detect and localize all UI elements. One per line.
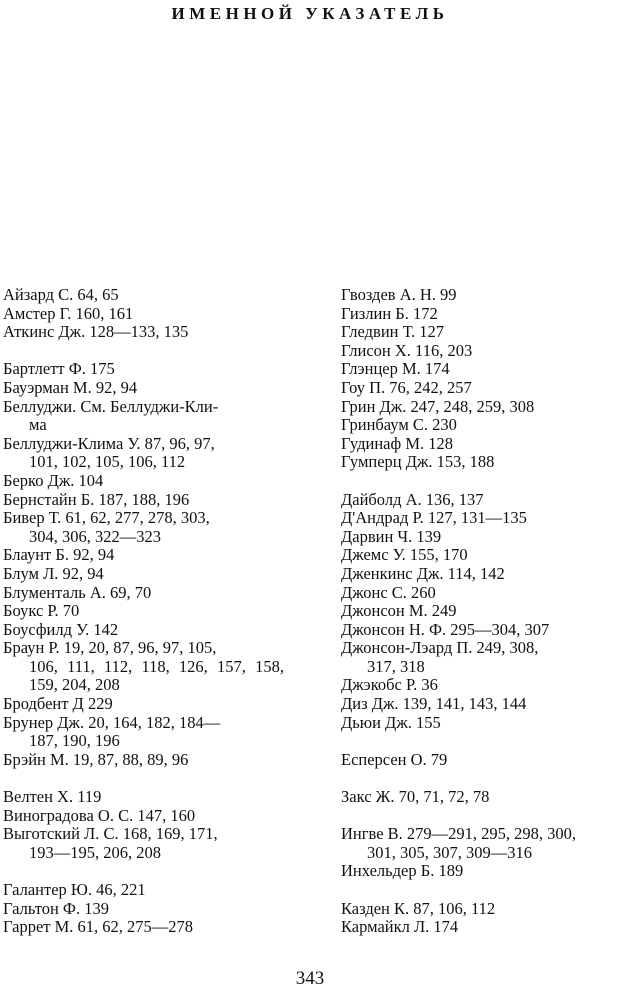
- index-entry-continuation: 317, 318: [367, 656, 425, 676]
- index-entry-text: Боукс Р. 70: [3, 601, 80, 621]
- index-entry-text: Джонс С. 260: [341, 582, 436, 602]
- letter-group-gap: [341, 881, 618, 900]
- index-entry-text: Беллуджи. См. Беллуджи-Кли-: [3, 396, 219, 416]
- index-entry: [341, 509, 618, 528]
- index-entry-text: Дьюи Дж. 155: [341, 712, 441, 732]
- index-entry: [341, 639, 618, 676]
- index-entry-text: Гаррет М. 61, 62, 275—278: [3, 917, 194, 937]
- index-entry-text: Гоу П. 76, 242, 257: [341, 377, 472, 397]
- index-entry-text: Блаунт Б. 92, 94: [3, 545, 115, 565]
- index-entry-text: Джонсон М. 249: [341, 601, 457, 621]
- index-entry-text: Ингве В. 279—291, 295, 298, 300,: [341, 824, 577, 844]
- index-entry: [341, 491, 618, 510]
- index-entry-continuation: 193—195, 206, 208: [29, 842, 161, 862]
- index-entry-text: Казден К. 87, 106, 112: [341, 898, 496, 918]
- index-entry: [3, 472, 284, 491]
- index-column-right: [341, 286, 618, 937]
- letter-group-gap: [3, 342, 284, 361]
- index-entry: [341, 565, 618, 584]
- index-entry: [341, 379, 618, 398]
- index-entry: [341, 528, 618, 547]
- index-entry: [341, 676, 618, 695]
- index-entry: [341, 342, 618, 361]
- index-entry-text: Велтен Х. 119: [3, 787, 102, 807]
- index-entry-text: Кармайкл Л. 174: [341, 917, 459, 937]
- index-entry: [3, 695, 284, 714]
- index-entry-continuation: 304, 306, 322—323: [29, 526, 161, 546]
- index-entry-text: Джонсон Н. Ф. 295—304, 307: [341, 619, 550, 639]
- index-entry-text: Гринбаум С. 230: [341, 415, 457, 435]
- index-entry: [3, 714, 284, 751]
- page-number: 343: [295, 968, 325, 989]
- index-entry-text: Боусфилд У. 142: [3, 619, 119, 639]
- index-entry: [3, 509, 284, 546]
- index-entry: [3, 491, 284, 510]
- index-entry: [3, 751, 284, 770]
- index-entry-text: Гальтон Ф. 139: [3, 898, 109, 918]
- index-entry-text: Бродбент Д 229: [3, 694, 113, 714]
- index-entry-text: Джэкобс Р. 36: [341, 675, 438, 695]
- index-entry-text: Берко Дж. 104: [3, 470, 104, 490]
- index-entry: [3, 546, 284, 565]
- index-entry: [3, 435, 284, 472]
- index-entry-text: Гудинаф М. 128: [341, 433, 453, 453]
- index-entry-text: Дженкинс Дж. 114, 142: [341, 563, 505, 583]
- letter-group-gap: [341, 732, 618, 751]
- index-entry: [341, 305, 618, 324]
- index-entry-text: Дайболд А. 136, 137: [341, 489, 484, 509]
- index-entry-text: Д'Андрад Р. 127, 131—135: [341, 508, 527, 528]
- index-entry-text: Закс Ж. 70, 71, 72, 78: [341, 787, 490, 807]
- index-entry: [341, 453, 618, 472]
- index-entry: [3, 900, 284, 919]
- index-entry-text: Глисон Х. 116, 203: [341, 340, 473, 360]
- index-entry: [3, 379, 284, 398]
- index-entry: [3, 639, 284, 695]
- index-entry-text: Выготский Л. С. 168, 169, 171,: [3, 824, 218, 844]
- index-entry-text: Браун Р. 19, 20, 87, 96, 97, 105,: [3, 638, 217, 658]
- letter-group-gap: [341, 807, 618, 826]
- index-entry: [341, 416, 618, 435]
- index-entry-text: Бартлетт Ф. 175: [3, 359, 115, 379]
- index-entry-text: Джонсон-Лэард П. 249, 308,: [341, 638, 539, 658]
- index-entry-text: Дарвин Ч. 139: [341, 526, 442, 546]
- index-entry: [341, 714, 618, 733]
- index-entry-text: Брунер Дж. 20, 164, 182, 184—: [3, 712, 221, 732]
- index-entry: [341, 435, 618, 454]
- index-entry: [341, 398, 618, 417]
- letter-group-gap: [341, 472, 618, 491]
- index-entry-continuation: 101, 102, 105, 106, 112: [29, 452, 186, 472]
- index-entry: [341, 695, 618, 714]
- index-entry-text: Блум Л. 92, 94: [3, 563, 104, 583]
- index-entry-continuation: 106, 111, 112, 118, 126, 157, 158, 159, 204, 208: [29, 656, 284, 695]
- index-entry-continuation: ма: [29, 415, 47, 435]
- index-entry: [341, 360, 618, 379]
- index-entry-text: Гизлин Б. 172: [341, 303, 438, 323]
- index-entry-text: Джемс У. 155, 170: [341, 545, 468, 565]
- index-entry: [341, 788, 618, 807]
- index-entry: [3, 565, 284, 584]
- index-entry: [3, 305, 284, 324]
- index-entry-text: Аткинс Дж. 128—133, 135: [3, 322, 189, 342]
- index-entry: [3, 788, 284, 807]
- index-entry-text: Диз Дж. 139, 141, 143, 144: [341, 694, 527, 714]
- letter-group-gap: [3, 769, 284, 788]
- index-entry-text: Бауэрман М. 92, 94: [3, 377, 138, 397]
- index-entry: [3, 398, 284, 435]
- index-entry: [3, 825, 284, 862]
- index-entry: [341, 286, 618, 305]
- index-entry: [3, 584, 284, 603]
- index-entry-continuation: 187, 190, 196: [29, 731, 120, 751]
- index-entry: [341, 584, 618, 603]
- index-entry: [341, 825, 618, 862]
- index-entry-text: Брэйн М. 19, 87, 88, 89, 96: [3, 749, 189, 769]
- index-entry-text: Гледвин Т. 127: [341, 322, 445, 342]
- index-entry: [341, 323, 618, 342]
- index-entry: [341, 602, 618, 621]
- index-entry-text: Айзард С. 64, 65: [3, 285, 119, 304]
- index-entry-text: Глэнцер М. 174: [341, 359, 450, 379]
- index-entry: [3, 807, 284, 826]
- index-entry-text: Амстер Г. 160, 161: [3, 303, 134, 323]
- index-entry: [3, 621, 284, 640]
- index-entry-text: Галантер Ю. 46, 221: [3, 880, 146, 899]
- index-column-left: [3, 286, 284, 937]
- index-entry: [341, 918, 618, 937]
- index-entry: [3, 286, 284, 305]
- index-entry-text: Гумперц Дж. 153, 188: [341, 452, 495, 472]
- index-entry: [3, 360, 284, 379]
- index-entry-text: Есперсен О. 79: [341, 749, 448, 769]
- index-entry: [341, 546, 618, 565]
- letter-group-gap: [3, 862, 284, 881]
- index-entry-text: Гвоздев А. Н. 99: [341, 285, 457, 304]
- index-entry-continuation: 301, 305, 307, 309—316: [367, 842, 532, 862]
- index-entry-text: Грин Дж. 247, 248, 259, 308: [341, 396, 535, 416]
- page-title: ИМЕННОЙ УКАЗАТЕЛЬ: [171, 4, 449, 23]
- index-entry-text: Бернстайн Б. 187, 188, 196: [3, 489, 190, 509]
- index-entry-text: Инхельдер Б. 189: [341, 861, 464, 881]
- index-entry: [341, 900, 618, 919]
- index-entry-text: Беллуджи-Клима У. 87, 96, 97,: [3, 433, 215, 453]
- index-entry-text: Бивер Т. 61, 62, 277, 278, 303,: [3, 508, 210, 528]
- index-entry: [3, 323, 284, 342]
- index-entry: [3, 881, 284, 900]
- index-entry-text: Блументаль А. 69, 70: [3, 582, 152, 602]
- index-entry-text: Виноградова О. С. 147, 160: [3, 805, 196, 825]
- index-entry: [341, 751, 618, 770]
- letter-group-gap: [341, 769, 618, 788]
- index-entry: [3, 918, 284, 937]
- index-entry: [341, 862, 618, 881]
- index-entry: [341, 621, 618, 640]
- index-entry: [3, 602, 284, 621]
